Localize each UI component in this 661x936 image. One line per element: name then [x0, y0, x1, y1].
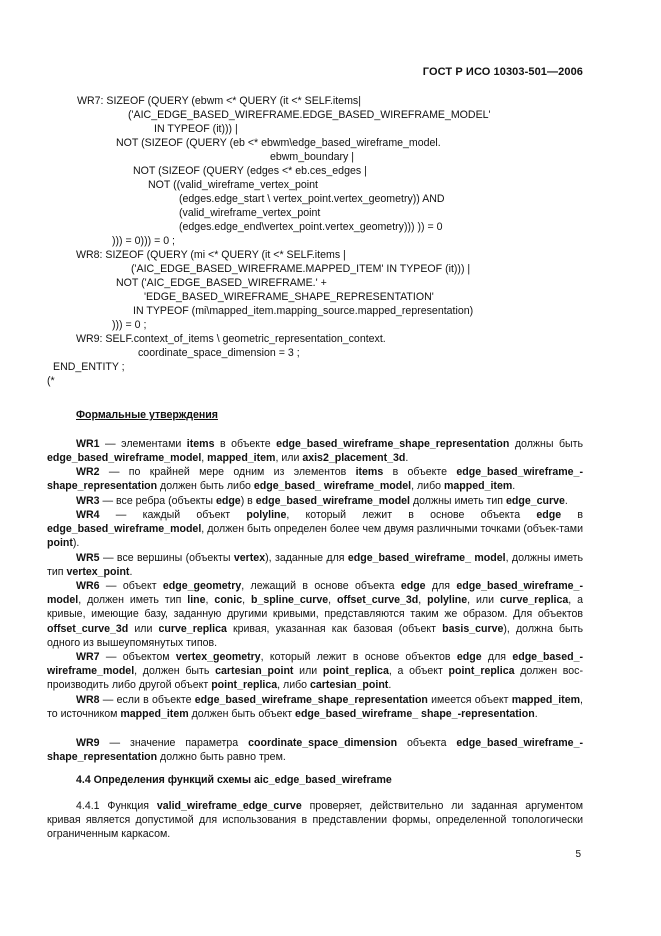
text-run: должны иметь тип: [410, 495, 506, 507]
term: edge_based_wireframe_shape_representation: [194, 694, 428, 706]
code-line: ))) = 0 ;: [112, 319, 147, 331]
term: point_replica: [211, 679, 278, 692]
code-line: NOT (SIZEOF (QUERY (eb <* ebwm\edge_based_wireframe_model.: [116, 137, 441, 149]
code-line: (edges.edge_end\vertex_point.vertex_geometry))) )) = 0: [179, 221, 443, 233]
term: WR7: [76, 651, 100, 663]
text-run: — значение параметра: [99, 737, 249, 749]
text-run: ) в: [240, 495, 256, 507]
code-line: (edges.edge_start \ vertex_point.vertex_geometry)) AND: [179, 193, 445, 205]
text-run: ,: [205, 594, 215, 607]
term: edge_based_wireframe_-shape_representation: [47, 737, 583, 764]
text-run: .: [129, 566, 133, 579]
term: point_replica: [322, 665, 389, 678]
text-run: , должен иметь тип: [78, 594, 188, 607]
term: edge_based_wireframe_ model: [347, 552, 506, 564]
term: edge: [536, 509, 562, 521]
text-run: должен вос-производить либо другой объект: [47, 665, 583, 692]
code-line: END_ENTITY ;: [53, 361, 125, 373]
term: cartesian_point: [215, 665, 294, 678]
code-line: WR8: SIZEOF (QUERY (mi <* QUERY (it <* SELF.items |: [76, 249, 346, 261]
term: WR6: [76, 580, 100, 592]
text-run: ,: [242, 594, 251, 607]
text-run: , либо: [277, 679, 311, 692]
text-run: .: [534, 708, 538, 721]
term: polyline: [427, 594, 468, 607]
code-line: IN TYPEOF (it))) |: [154, 123, 238, 135]
section-4-4-title: 4.4 Определения функций схемы aic_edge_based_wireframe: [76, 774, 392, 786]
term: edge_based_wireframe_model: [47, 523, 202, 536]
rule-wr2: [47, 465, 583, 493]
text-run: .: [388, 679, 392, 692]
term: mapped_item: [207, 452, 276, 465]
code-line: coordinate_space_dimension = 3 ;: [138, 347, 300, 359]
text-run: — объект: [99, 580, 163, 592]
term: vertex_point: [66, 566, 130, 579]
term: items: [186, 438, 215, 450]
rule-wr3: [47, 494, 583, 508]
term: mapped_item: [511, 694, 581, 706]
code-line: (*: [47, 375, 55, 387]
term: edge_based_wireframe_ shape_-representation: [295, 708, 535, 721]
paragraph-4-4-1: [47, 799, 583, 842]
term: coordinate_space_dimension: [248, 737, 398, 749]
text-run: , должен быть определен более чем двумя различными точками (объек-тами: [201, 523, 583, 536]
text-run: , то источником: [47, 694, 583, 721]
term: WR8: [76, 694, 100, 706]
text-run: , или: [275, 452, 303, 465]
text-run: или: [293, 665, 323, 678]
term: mapped_item: [443, 480, 513, 493]
text-run: — элементами: [99, 438, 187, 450]
term: WR3: [76, 495, 100, 507]
term: edge_curve: [505, 495, 565, 507]
rule-wr9: [47, 736, 583, 764]
text-run: ,: [328, 594, 337, 607]
text-run: — объектом: [99, 651, 176, 663]
text-run: объекта: [397, 737, 457, 749]
text-run: имеется объект: [427, 694, 512, 706]
rule-wr4: [47, 508, 583, 551]
text-run: — каждый объект: [99, 509, 247, 521]
term: point_replica: [448, 665, 515, 678]
text-run: 4.4.1 Функция: [76, 800, 157, 812]
term: vertex: [233, 552, 266, 564]
term: edge: [215, 495, 241, 507]
text-run: , должны иметь тип: [47, 552, 583, 579]
term: edge_based_wireframe_shape_representation: [276, 438, 510, 450]
term: WR2: [76, 466, 100, 478]
term: basis_curve: [442, 622, 504, 635]
text-run: — все ребра (объекты: [99, 495, 216, 507]
page-number: 5: [575, 849, 581, 860]
term: edge: [456, 651, 482, 663]
text-run: ), заданные для: [265, 552, 348, 564]
term: items: [355, 466, 384, 478]
term: curve_replica: [158, 622, 227, 635]
text-run: , а кривые, имеющие базу, заданную другими кривыми, представляются таким же образом. Для объектов: [47, 594, 584, 621]
code-line: ebwm_boundary |: [270, 151, 355, 163]
section-heading: Формальные утверждения: [76, 409, 218, 421]
term: line: [187, 594, 206, 607]
code-line: ('AIC_EDGE_BASED_WIREFRAME.MAPPED_ITEM' IN TYPEOF (it))) |: [131, 263, 471, 275]
text-run: в: [561, 509, 583, 521]
text-run: , а объект: [388, 665, 449, 678]
term: edge_geometry: [162, 580, 242, 592]
term: mapped_item: [120, 708, 189, 721]
code-line: WR9: SELF.context_of_items \ geometric_representation_context.: [76, 333, 386, 345]
rule-wr1: [47, 437, 583, 465]
text-run: ).: [72, 537, 80, 550]
code-line: NOT ('AIC_EDGE_BASED_WIREFRAME.' +: [116, 277, 327, 289]
text-run: , который лежит в основе объекта: [286, 509, 537, 521]
term: edge_based_ wireframe_model: [253, 480, 412, 493]
text-run: или: [128, 622, 159, 635]
term: edge_based_wireframe_-shape_representation: [47, 466, 583, 493]
text-run: для: [481, 651, 513, 663]
text-run: , лежащий в основе объекта: [241, 580, 401, 592]
text-run: — если в объекте: [99, 694, 195, 706]
text-run: , должен быть: [134, 665, 216, 678]
text-run: должен быть либо: [157, 480, 254, 493]
code-line: ))) = 0))) = 0 ;: [112, 235, 175, 247]
term: axis2_placement_3d: [302, 452, 406, 465]
text-run: должно быть равно трем.: [157, 751, 286, 764]
term: WR4: [76, 509, 100, 521]
text-run: должны быть: [509, 438, 584, 450]
term: edge_based_wireframe_model: [47, 452, 202, 465]
text-run: кривая, указанная как базовая (объект: [226, 622, 443, 635]
code-line: ('AIC_EDGE_BASED_WIREFRAME.EDGE_BASED_WIREFRAME_MODEL': [128, 109, 491, 121]
rule-wr6: [47, 579, 583, 650]
text-run: для: [425, 580, 457, 592]
text-run: в объекте: [214, 438, 277, 450]
term: edge_based_wireframe_-model: [47, 580, 583, 607]
text-run: , или: [467, 594, 500, 607]
text-run: .: [564, 495, 568, 507]
term: offset_curve_3d: [336, 594, 419, 607]
text-run: ,: [418, 594, 428, 607]
term: polyline: [246, 509, 287, 521]
text-run: , который лежит в основе объектов: [260, 651, 457, 663]
text-run: , либо: [411, 480, 444, 493]
document-header: ГОСТ Р ИСО 10303-501—2006: [422, 66, 583, 78]
term: offset_curve_3d: [47, 622, 129, 635]
text-run: ), должна быть одного из вышеупомянутых типов.: [47, 622, 584, 649]
text-run: .: [405, 452, 409, 465]
term: valid_wireframe_edge_curve: [156, 800, 302, 812]
text-run: ,: [201, 452, 208, 465]
code-line: 'EDGE_BASED_WIREFRAME_SHAPE_REPRESENTATION': [144, 291, 434, 303]
term: edge_based_wireframe_model: [255, 495, 411, 507]
text-run: — все вершины (объекты: [99, 552, 234, 564]
text-run: .: [512, 480, 516, 493]
term: cartesian_point: [310, 679, 389, 692]
rule-wr5: [47, 551, 583, 579]
text-run: в объекте: [383, 466, 457, 478]
rule-wr7: [47, 650, 583, 693]
code-line: IN TYPEOF (mi\mapped_item.mapping_source.mapped_representation): [133, 305, 474, 317]
term: edge_based_-wireframe_model: [47, 651, 583, 678]
term: WR5: [76, 552, 100, 564]
code-line: WR7: SIZEOF (QUERY (ebwm <* QUERY (it <* SELF.items|: [77, 95, 361, 107]
term: conic: [214, 594, 243, 607]
term: WR9: [76, 737, 100, 749]
text-run: должен быть объект: [188, 708, 296, 721]
term: WR1: [76, 438, 100, 450]
text-run: проверяет, действительно ли заданная аргументом кривая является допустимой для использования в представлении формы, определенной топологически ограниченным каркасом.: [47, 800, 583, 841]
text-run: — по крайней мере одним из элементов: [99, 466, 356, 478]
code-line: NOT ((valid_wireframe_vertex_point: [148, 179, 318, 191]
term: b_spline_curve: [250, 594, 329, 607]
code-line: (valid_wireframe_vertex_point: [179, 207, 321, 219]
code-line: NOT (SIZEOF (QUERY (edges <* eb.ces_edges |: [133, 165, 367, 177]
term: edge: [400, 580, 426, 592]
term: curve_replica: [499, 594, 569, 607]
rule-wr8: [47, 693, 583, 721]
term: vertex_geometry: [175, 651, 261, 663]
term: point: [47, 537, 73, 550]
